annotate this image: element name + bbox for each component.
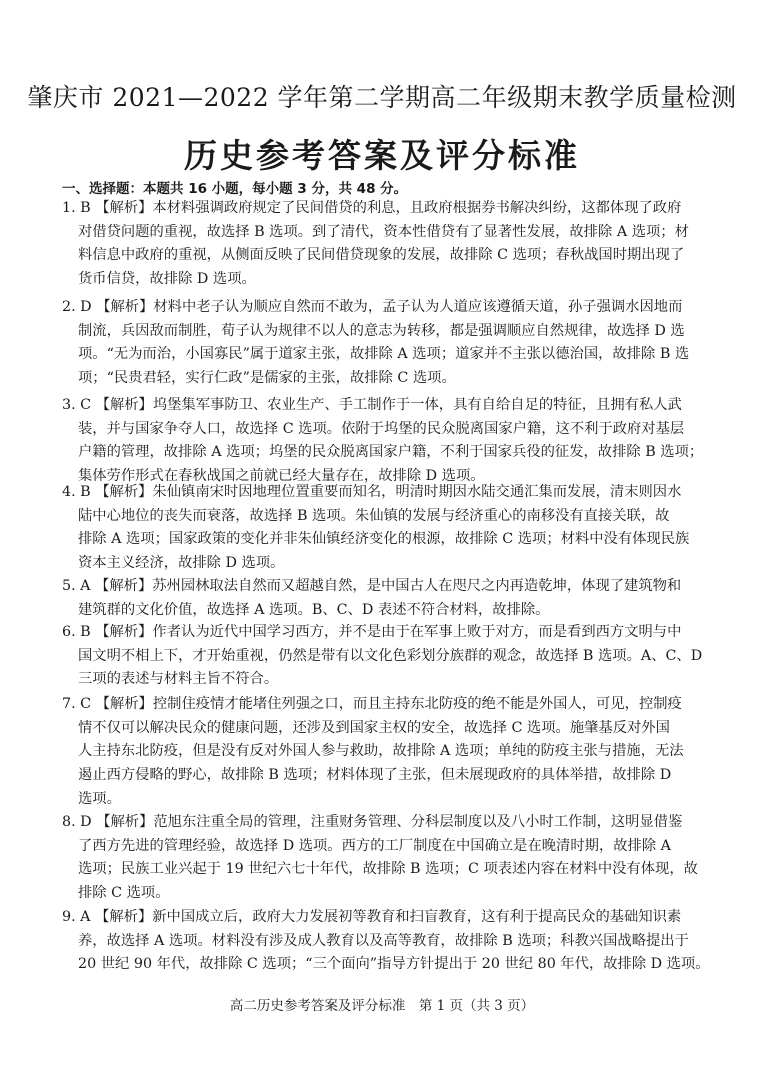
answer-line: 人主持东北防疫，但是没有反对外国人参与救助，故排除 A 选项；单纯的防疫主张与措施，无法: [78, 743, 684, 760]
answer-line: 陆中心地位的丧失而衰落，故选择 B 选项。朱仙镇的发展与经济重心的南移没有直接关联，故: [78, 507, 670, 524]
answer-line: 了西方先进的管理经验，故选择 D 选项。西方的工厂制度在中国确立是在晚清时期，故排除 A: [78, 837, 671, 854]
answer-line: 5. A 【解析】苏州园林取法自然而又超越自然，是中国古人在咫尺之内再造乾坤，体现了建筑物和: [62, 578, 682, 594]
answer-item-5: [62, 575, 710, 622]
answer-item-2: [62, 296, 710, 391]
answer-line: 建筑群的文化价值，故选择 A 选项。B、C、D 表述不符合材料，故排除。: [78, 601, 550, 618]
answer-item-1: [62, 197, 710, 292]
answer-item-6: [62, 621, 710, 692]
answer-line: 货币信贷，故排除 D 选项。: [78, 271, 256, 288]
answer-item-3: [62, 394, 710, 489]
document-subtitle: 历史参考答案及评分标准: [184, 136, 580, 175]
section-heading: 一、选择题：本题共 16 小题，每小题 3 分，共 48 分。: [62, 181, 408, 197]
answer-line: 集体劳作形式在春秋战国之前就已经大量存在，故排除 D 选项。: [78, 468, 485, 485]
answer-item-8: [62, 811, 710, 906]
answer-line: 遏止西方侵略的野心，故排除 B 选项；材料体现了主张，但未展现政府的具体举措，故排除 D: [78, 767, 672, 784]
answer-line: 2. D 【解析】材料中老子认为顺应自然而不敢为，孟子认为人道应该遵循天道，孙子强调水因地而: [62, 299, 683, 315]
answer-line: 情不仅可以解决民众的健康问题，还涉及到国家主权的安全，故选择 C 选项。施肇基反对外国: [78, 719, 670, 736]
answer-line: 项。“无为而治，小国寡民”属于道家主张，故排除 A 选项；道家并不主张以德治国，故排除 B 选: [78, 346, 690, 363]
answer-line: 排除 A 选项；国家政策的变化并非朱仙镇经济变化的根源，故排除 C 选项；材料中没有体现民族: [78, 531, 690, 548]
answer-line: 料信息中政府的重视，从侧面反映了民间借贷现象的发展，故排除 C 选项；春秋战国时期出现了: [78, 247, 685, 264]
answer-item-7: [62, 693, 710, 811]
answer-line: 7. C 【解析】控制住疫情才能堵住列强之口，而且主持东北防疫的绝不能是外国人，可见，控制疫: [62, 696, 682, 712]
answer-line: 20 世纪 90 年代，故排除 C 选项；“三个面向”指导方针提出于 20 世纪 80 年代，故排除 D 选项。: [78, 956, 710, 973]
answer-line: 8. D 【解析】范旭东注重全局的管理，注重财务管理、分科层制度以及八小时工作制，这明显借鉴: [62, 814, 683, 830]
answer-line: 排除 C 选项。: [78, 885, 170, 902]
answer-line: 4. B 【解析】朱仙镇南宋时因地理位置重要而知名，明清时期因水陆交通汇集而发展，清末则因水: [62, 484, 682, 500]
answer-line: 9. A 【解析】新中国成立后，政府大力发展初等教育和扫盲教育，这有利于提高民众的基础知识素: [62, 909, 682, 925]
answer-line: 养，故选择 A 选项。材料没有涉及成人教育以及高等教育，故排除 B 选项；科教兴国战略提出于: [78, 932, 689, 949]
answer-item-4: [62, 481, 710, 576]
answer-line: 三项的表述与材料主旨不符合。: [78, 671, 279, 688]
answer-line: 3. C 【解析】坞堡集军事防卫、农业生产、手工制作于一体，具有自给自足的特征，且拥有私人武: [62, 397, 682, 413]
answer-line: 选项。: [78, 790, 121, 807]
answer-line: 选项；民族工业兴起于 19 世纪六七十年代，故排除 B 选项；C 项表述内容在材料中没有体现，故: [78, 861, 698, 878]
document-title: 肇庆市 2021—2022 学年第二学期高二年级期末教学质量检测: [27, 83, 737, 112]
answer-item-9: [62, 906, 710, 977]
answer-line: 项；“民贵君轻，实行仁政”是儒家的主张，故排除 C 选项。: [78, 370, 456, 387]
answer-line: 6. B 【解析】作者认为近代中国学习西方，并不是由于在军事上败于对方，而是看到西方文明与中: [62, 624, 682, 640]
answer-line: 国文明不相上下，才开始重视，仍然是带有以文化色彩划分族群的观念，故选择 B 选项。A、C、D: [78, 647, 703, 664]
answer-line: 资本主义经济，故排除 D 选项。: [78, 555, 285, 572]
answer-line: 1. B 【解析】本材料强调政府规定了民间借贷的利息，且政府根据券书解决纠纷，这都体现了政府: [62, 200, 682, 216]
answer-line: 户籍的管理，故排除 A 选项；坞堡的民众脱离国家户籍，不利于国家兵役的征发，故排除 B 选项；: [78, 444, 704, 461]
page-footer: 高二历史参考答案及评分标准 第 1 页（共 3 页）: [229, 998, 535, 1014]
answer-line: 对借贷问题的重视，故选择 B 选项。到了清代，资本性借贷有了显著性发展，故排除 A 选项；材: [78, 223, 689, 240]
answer-line: 装，并与国家争夺人口，故选择 C 选项。依附于坞堡的民众脱离国家户籍，这不利于政府对基层: [78, 420, 685, 437]
answer-line: 制流，兵因敌而制胜，荀子认为规律不以人的意志为转移，都是强调顺应自然规律，故选择 D 选: [78, 322, 685, 339]
